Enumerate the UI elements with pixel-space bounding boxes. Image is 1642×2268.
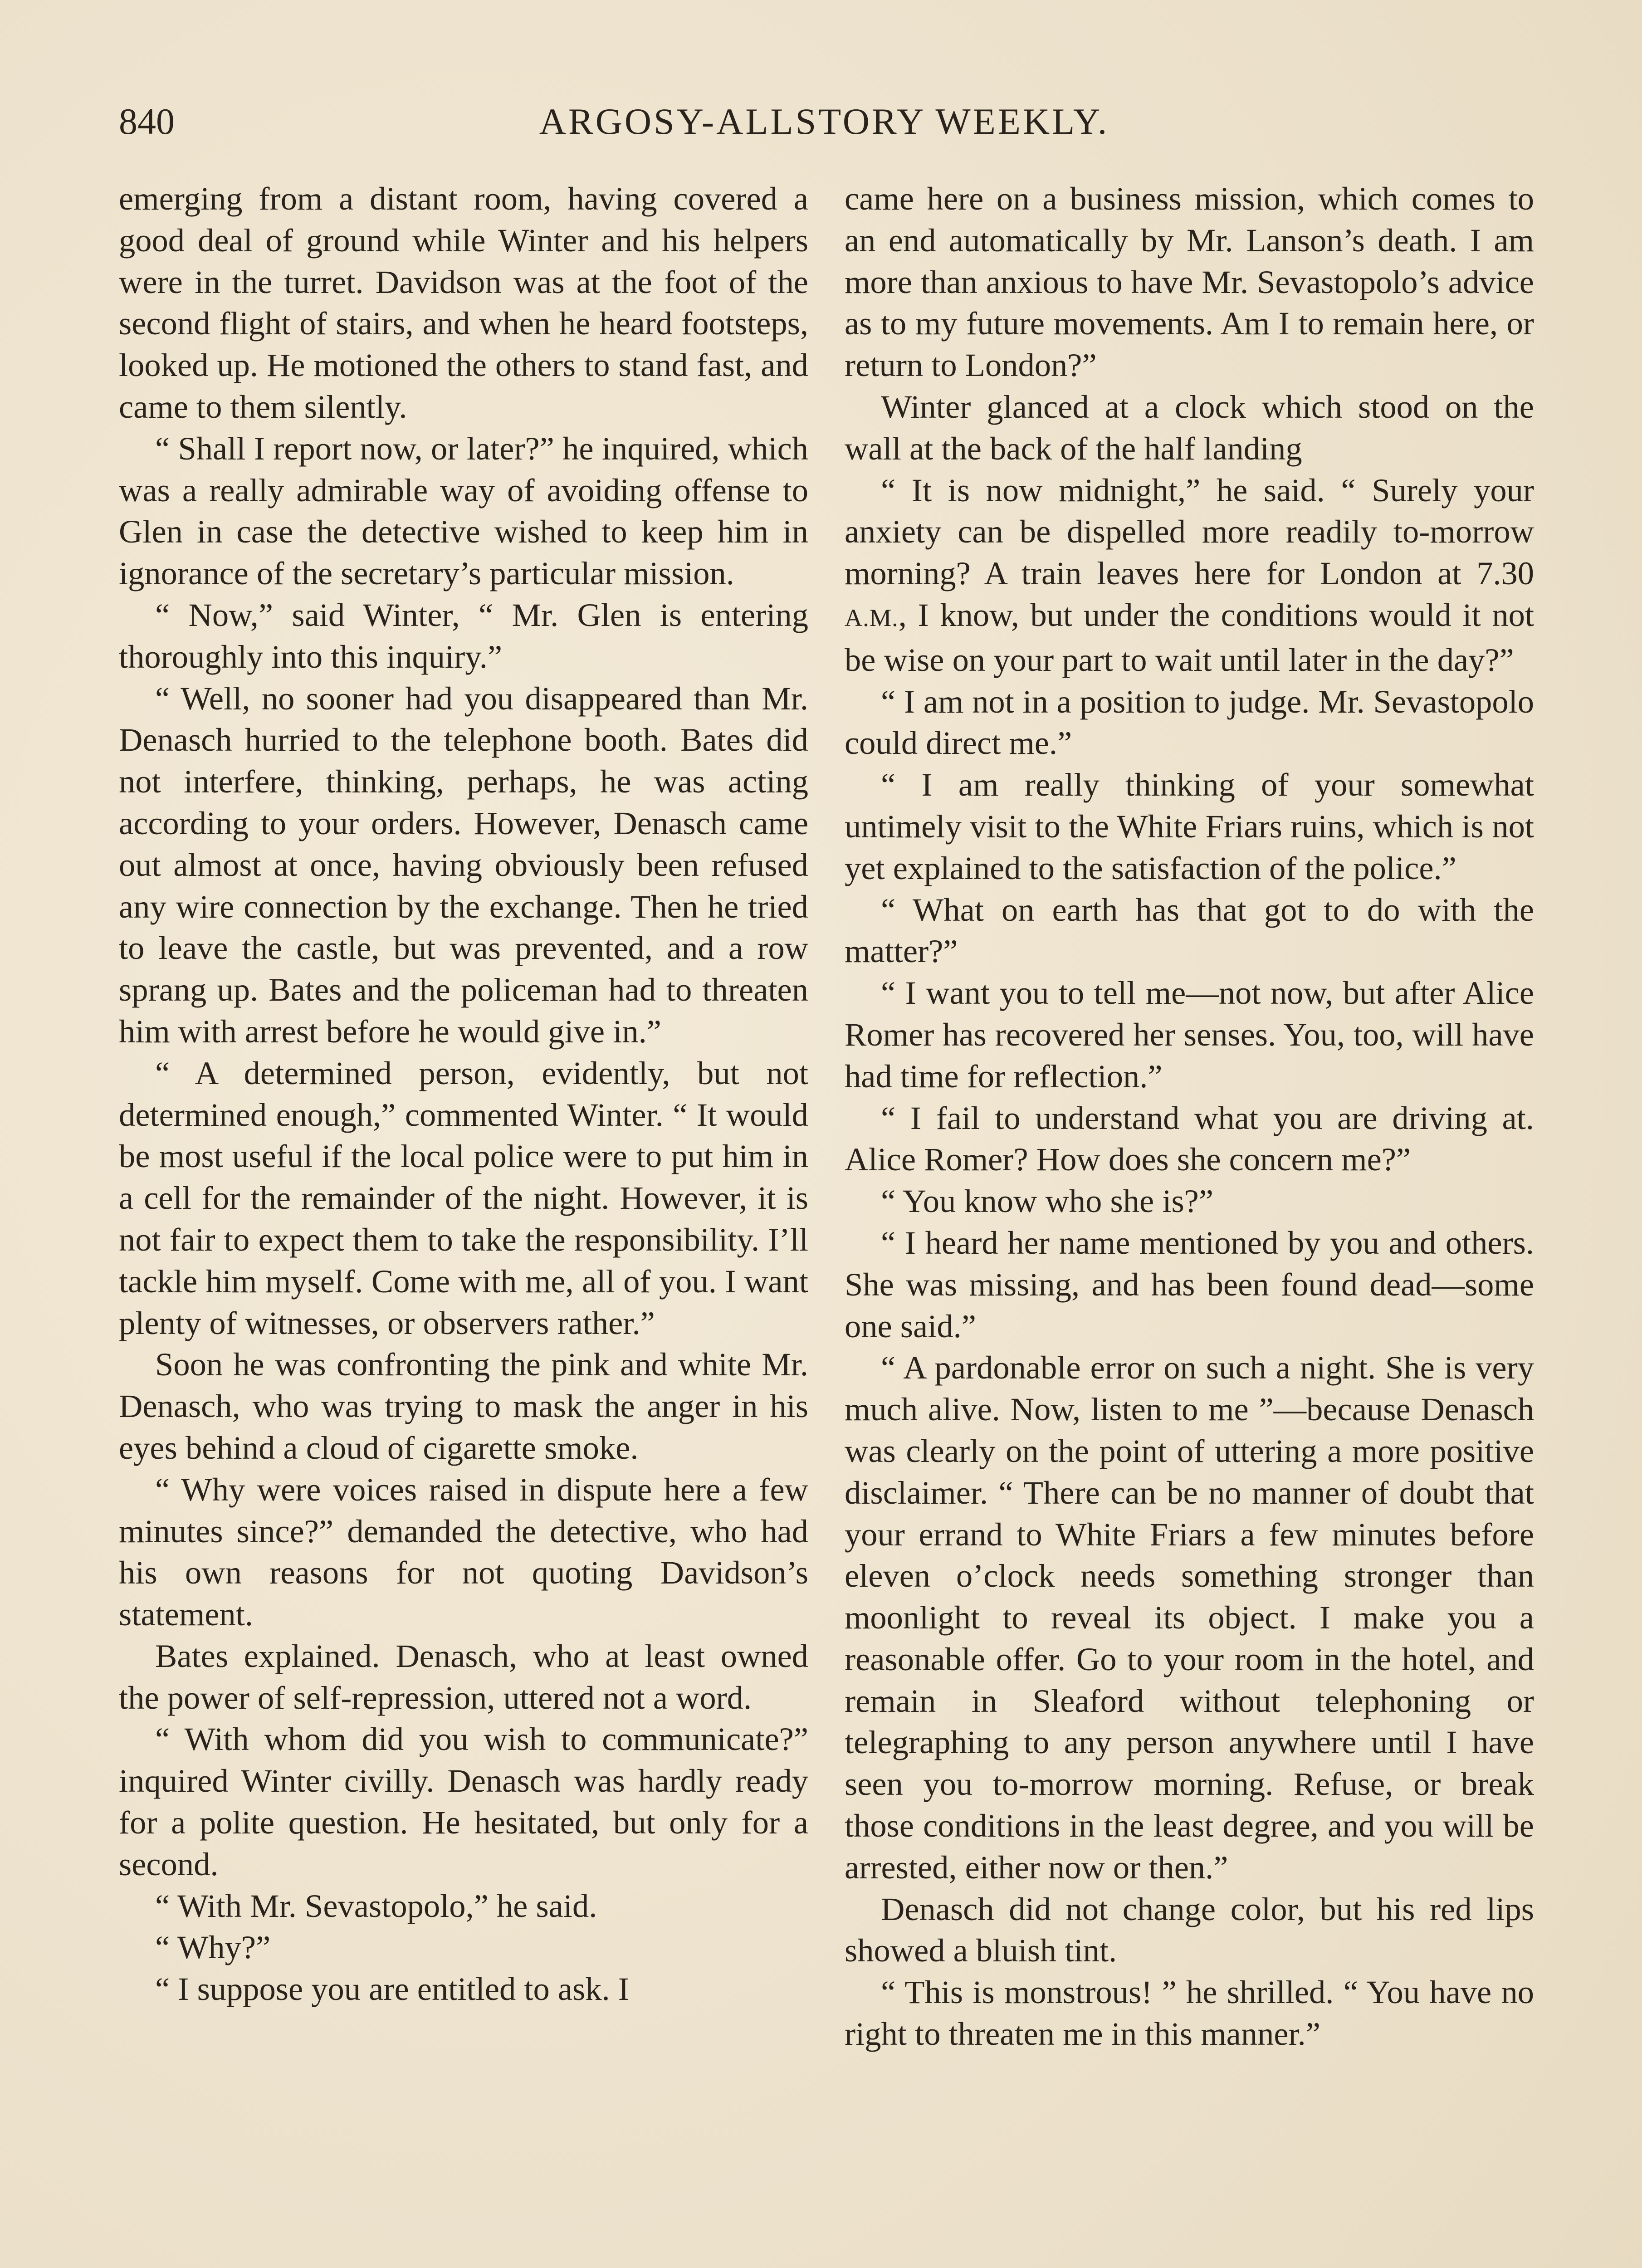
paragraph: Denasch did not change color, but his red lips showed a bluish tint. [845, 1890, 1534, 1969]
paragraph: “ I am really thinking of your somewhat untimely visit to the White Friars ruins, which is not yet explained to the satisfaction of the police.” [845, 766, 1534, 886]
paragraph: Bates explained. Denasch, who at least owned the power of self-repression, uttered not a word. [119, 1637, 808, 1716]
paragraph: “ With whom did you wish to communicate?” inquired Winter civilly. Denasch was hardly ready for a polite question. He hesitated, but only for a second. [119, 1721, 808, 1882]
paragraph-text: “ It is now midnight,” he said. “ Surely your anxiety can be dispelled more readily to-morrow morning? A train leaves here for London at 7.30 [845, 471, 1534, 592]
paragraph: “ I heard her name mentioned by you and others. She was missing, and has been found dead—some one said.” [845, 1224, 1534, 1344]
paragraph: “ I suppose you are entitled to ask. I [155, 1970, 629, 2008]
time-abbreviation: A.M. [845, 604, 899, 631]
paragraph: “ A determined person, evidently, but not determined enough,” commented Winter. “ It would be most useful if the local police were to put him in a cell for the remainder of the night. However, it is not fair to expect them to take the responsibility. I’ll tackle him myself. Come with me, all of you. I want plenty of witnesses, or observers rather.” [119, 1054, 808, 1341]
paragraph: “ With Mr. Sevastopolo,” he said. [155, 1887, 597, 1924]
page-header [119, 99, 1530, 153]
paragraph: “ I am not in a position to judge. Mr. Sevastopolo could direct me.” [845, 683, 1534, 762]
paragraph-text: , I know, but under the conditions would it not be wise on your part to wait until later in the day?” [845, 596, 1534, 678]
paragraph: emerging from a distant room, having covered a good deal of ground while Winter and his helpers were in the turret. Davidson was at the foot of the second flight of stairs, and when he heard footsteps, looked up. He motioned the others to stand fast, and came to them silently. [119, 180, 808, 425]
paragraph: came here on a business mission, which comes to an end automatically by Mr. Lanson’s death. I am more than anxious to have Mr. Sevastopolo’s advice as to my future movements. Am I to remain here, or return to London?” [845, 180, 1534, 384]
paragraph: “ A pardonable error on such a night. She is very much alive. Now, listen to me ”—because Denasch was clearly on the point of uttering a more positive disclaimer. “ There can be no manner of doubt that your errand to White Friars a few minutes before eleven o’clock needs something stronger than moonlight to reveal its object. I make you a reasonable offer. Go to your room in the hotel, and remain in Sleaford without telephoning or telegraphing to any person anywhere until I have seen you to-morrow morning. Refuse, or break those conditions in the least degree, and you will be arrested, either now or then.” [845, 1349, 1534, 1886]
paragraph: “ I fail to understand what you are driving at. Alice Romer? How does she concern me?” [845, 1099, 1534, 1178]
right-column [845, 178, 1534, 2055]
paragraph: “ This is monstrous! ” he shrilled. “ You have no right to threaten me in this manner.” [845, 1974, 1534, 2053]
paragraph: Soon he was confronting the pink and white Mr. Denasch, who was trying to mask the anger in his eyes behind a cloud of cigarette smoke. [119, 1346, 808, 1466]
paragraph [845, 469, 1534, 681]
paragraph: Winter glanced at a clock which stood on the wall at the back of the half landing [845, 388, 1534, 467]
paragraph: “ Why were voices raised in dispute here a few minutes since?” demanded the detective, who had his own reasons for not quoting Davidson’s statement. [119, 1471, 808, 1633]
paragraph: “ I want you to tell me—not now, but after Alice Romer has recovered her senses. You, too, will have had time for reflection.” [845, 974, 1534, 1095]
paragraph: “ Well, no sooner had you disappeared than Mr. Denasch hurried to the telephone booth. Bates did not interfere, thinking, perhaps, he was acting according to your orders. However, Denasch came out almost at once, having obviously been refused any wire connection by the exchange. Then he tried to leave the castle, but was prevented, and a row sprang up. Bates and the policeman had to threaten him with arrest before he would give in.” [119, 679, 808, 1050]
running-head: ARGOSY-ALLSTORY WEEKLY. [539, 101, 1109, 142]
left-column [119, 178, 808, 2010]
paragraph: “ Why?” [155, 1929, 271, 1966]
page-number: 840 [119, 101, 175, 142]
paragraph: “ You know who she is?” [881, 1183, 1214, 1220]
paragraph: “ Shall I report now, or later?” he inquired, which was a really admirable way of avoiding offense to Glen in case the detective wished to keep him in ignorance of the secretary’s particular mission. [119, 430, 808, 592]
paragraph: “ Now,” said Winter, “ Mr. Glen is entering thoroughly into this inquiry.” [119, 596, 808, 675]
paragraph: “ What on earth has that got to do with the matter?” [845, 891, 1534, 970]
